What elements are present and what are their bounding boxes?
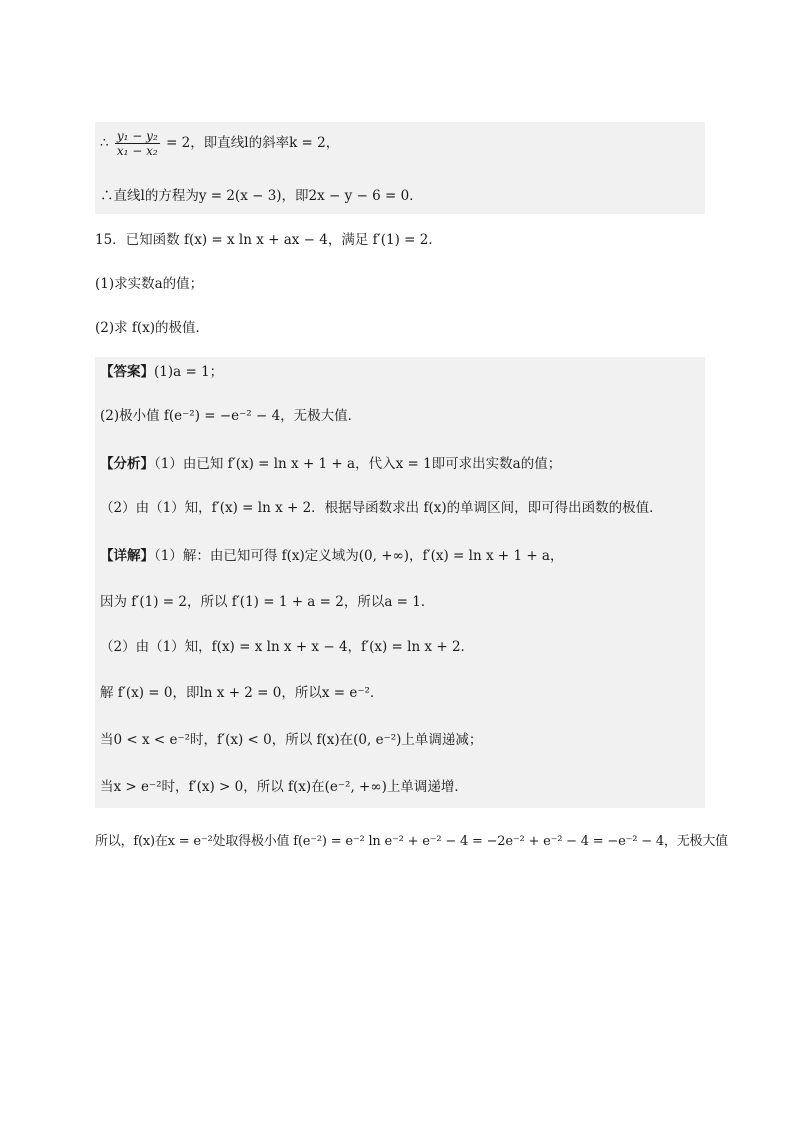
slope-fraction <box>115 129 160 158</box>
analysis-1: （1）由已知 f′(x) = ln x + 1 + a，代入x = 1即可求出实数a的值； <box>154 456 562 472</box>
slope-text: = 2，即直线l的斜率k = 2， <box>166 135 340 151</box>
detail-tag: 【详解】 <box>100 548 154 564</box>
line-equation: ∴直线l的方程为y = 2(x − 3)，即2x − y − 6 = 0． <box>100 188 423 204</box>
analysis-line-1 <box>100 454 561 474</box>
detail-line-3: （2）由（1）知，f(x) = x ln x + x − 4，f′(x) = ln x + 2． <box>100 639 475 655</box>
detail-line-6: 当x > e⁻²时，f′(x) > 0，所以 f(x)在(e⁻², +∞)上单调递增． <box>100 779 468 795</box>
slope-line <box>100 128 339 158</box>
detail-line-5: 当0 < x < e⁻²时，f′(x) < 0，所以 f(x)在(0, e⁻²)上单调递减； <box>100 732 483 748</box>
answer-tag: 【答案】 <box>100 364 154 380</box>
detail-1: （1）解：由已知可得 f(x)定义域为(0, +∞)，f′(x) = ln x + 1 + a， <box>154 548 564 564</box>
question-1: (1)求实数a的值； <box>95 276 204 292</box>
answer-line-1 <box>100 362 223 382</box>
conclusion-line: 所以，f(x)在x = e⁻²处取得极小值 f(e⁻²) = e⁻² ln e⁻² + e⁻² − 4 = −2e⁻² + e⁻² − 4 = −e⁻² − 4，无极大值 <box>95 834 728 849</box>
fraction-numerator: y₁ − y₂ <box>116 129 158 143</box>
analysis-line-2: （2）由（1）知，f′(x) = ln x + 2．根据导函数求出 f(x)的单调区间，即可得出函数的极值． <box>100 500 663 516</box>
question-2: (2)求 f(x)的极值． <box>95 320 210 336</box>
detail-line-2: 因为 f′(1) = 2，所以 f′(1) = 1 + a = 2，所以a = 1． <box>100 594 435 610</box>
detail-line-4: 解 f′(x) = 0，即ln x + 2 = 0，所以x = e⁻²． <box>100 685 384 701</box>
therefore-symbol: ∴ <box>100 135 109 151</box>
fraction-denominator: x₁ − x₂ <box>116 144 158 158</box>
detail-line-1 <box>100 546 563 566</box>
problem-stem: 15．已知函数 f(x) = x ln x + ax − 4，满足 f′(1) = 2． <box>95 232 442 248</box>
analysis-tag: 【分析】 <box>100 456 154 472</box>
answer-1: (1)a = 1； <box>154 364 224 380</box>
answer-line-2: (2)极小值 f(e⁻²) = −e⁻² − 4，无极大值． <box>100 408 362 424</box>
